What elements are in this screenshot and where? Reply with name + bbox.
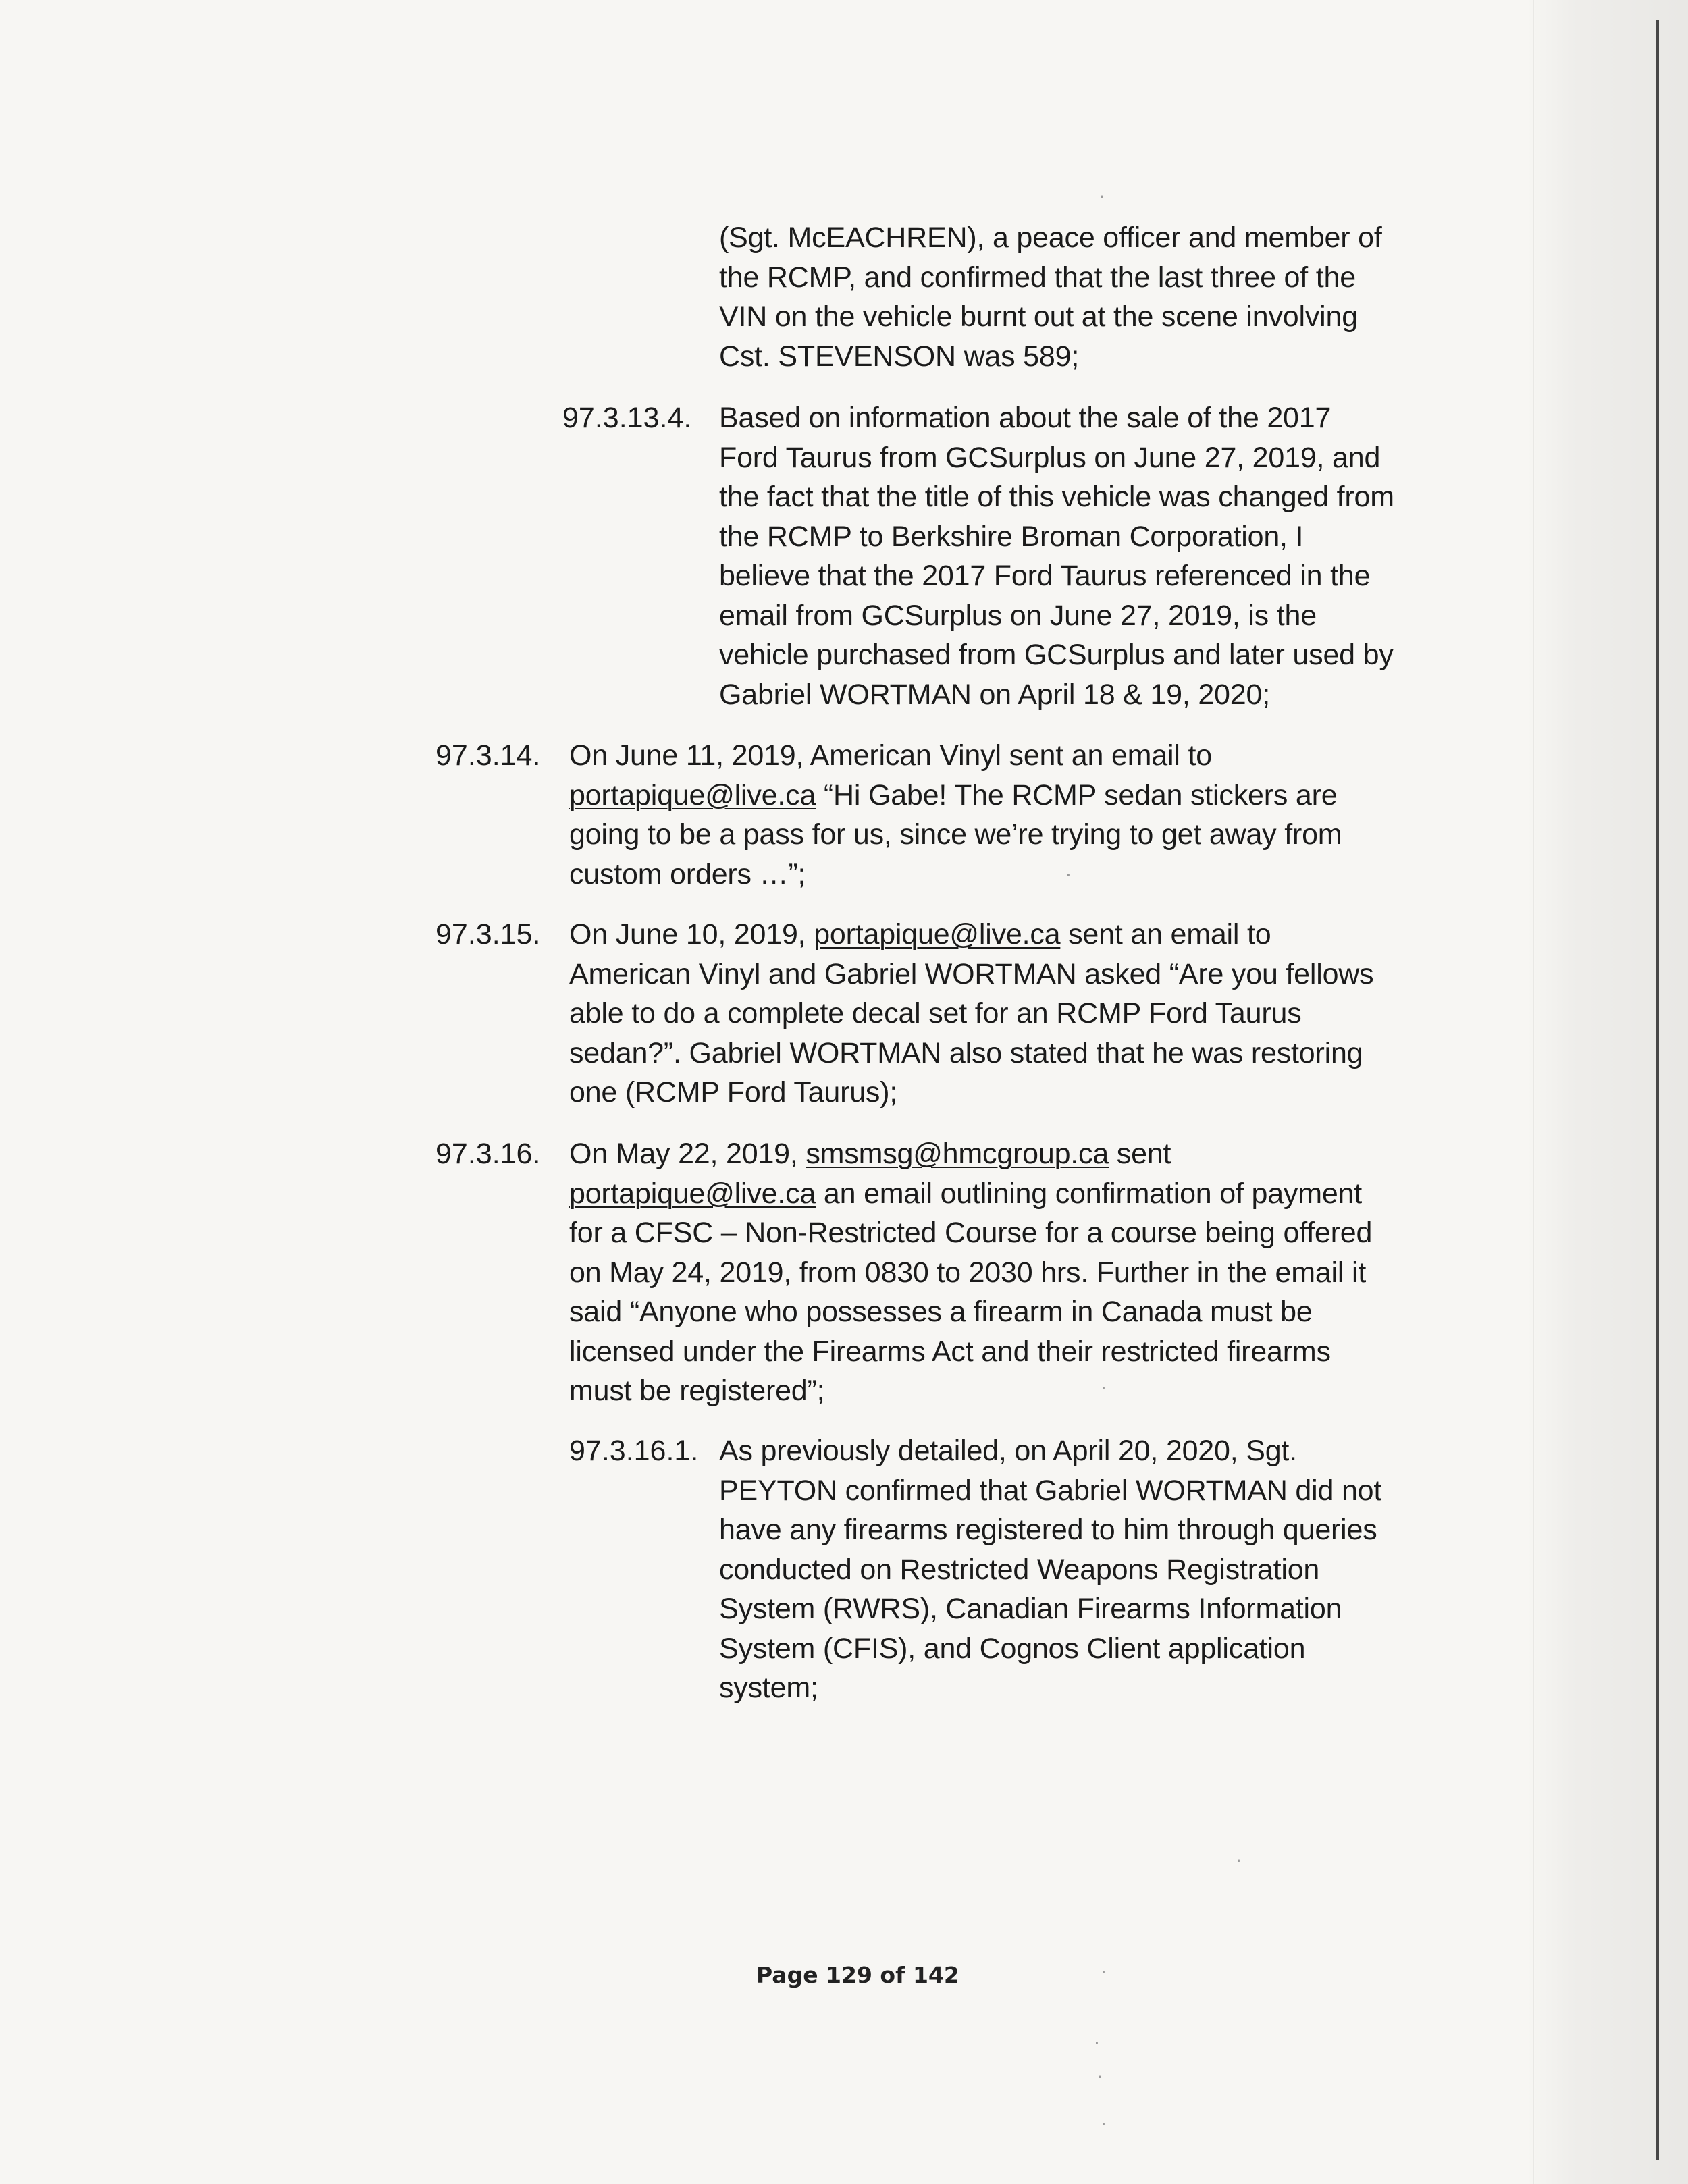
scan-artifact: · — [1097, 2066, 1103, 2088]
text-fragment: On June 10, 2019, — [569, 918, 814, 951]
text-line: sedan?”. Gabriel WORTMAN also stated that he was restoring — [569, 1036, 1363, 1069]
text-line: going to be a pass for us, since we’re trying to get away from — [569, 818, 1342, 851]
text-line: Ford Taurus from GCSurplus on June 27, 2019, and — [719, 441, 1381, 474]
text-line: Based on information about the sale of the 2017 — [719, 402, 1331, 434]
paragraph-97-3-13-4 — [719, 398, 1394, 714]
text-line: licensed under the Firearms Act and their restricted firearms — [569, 1335, 1331, 1368]
scan-edge-shadow — [1526, 0, 1688, 2184]
scan-artifact: · — [1065, 864, 1072, 886]
scan-artifact: · — [1101, 1377, 1107, 1400]
text-fragment: sent an email to — [1060, 918, 1271, 951]
text-line: conducted on Restricted Weapons Registration — [719, 1553, 1320, 1586]
text-line: the RCMP to Berkshire Broman Corporation, I — [719, 520, 1304, 553]
text-line: system; — [719, 1672, 818, 1704]
text-fragment: On May 22, 2019, — [569, 1138, 806, 1170]
paragraph-number: 97.3.13.4. — [562, 402, 692, 434]
scan-artifact: · — [1094, 2032, 1100, 2054]
paragraph-97-3-14 — [569, 736, 1342, 894]
text-line: Cst. STEVENSON was 589; — [719, 340, 1080, 373]
text-line: believe that the 2017 Ford Taurus referenced in the — [719, 560, 1371, 592]
text-line: able to do a complete decal set for an RCMP Ford Taurus — [569, 997, 1302, 1030]
text-line: Gabriel WORTMAN on April 18 & 19, 2020; — [719, 678, 1270, 711]
scan-artifact: · — [1099, 186, 1105, 208]
text-fragment: sent — [1109, 1138, 1171, 1170]
paragraph-number: 97.3.14. — [436, 739, 541, 772]
email-link[interactable]: smsmsg@hmcgroup.ca — [806, 1138, 1109, 1170]
paragraph-97-3-16 — [569, 1134, 1372, 1411]
text-line: custom orders …”; — [569, 857, 806, 890]
page-number: Page 129 of 142 — [756, 1962, 959, 1988]
text-line: System (RWRS), Canadian Firearms Information — [719, 1593, 1342, 1625]
text-line: said “Anyone who possesses a firearm in Canada must be — [569, 1296, 1313, 1328]
text-line: on May 24, 2019, from 0830 to 2030 hrs. Further in the email it — [569, 1256, 1367, 1289]
scan-artifact: · — [1236, 1850, 1242, 1872]
text-fragment: an email outlining confirmation of payment — [816, 1177, 1362, 1210]
text-line: have any firearms registered to him through queries — [719, 1514, 1377, 1546]
text-line: the fact that the title of this vehicle was changed from — [719, 481, 1394, 513]
email-link[interactable]: portapique@live.ca — [814, 918, 1061, 951]
text-line — [569, 1174, 1372, 1214]
text-line: As previously detailed, on April 20, 2020, Sgt. — [719, 1435, 1297, 1467]
text-line: System (CFIS), and Cognos Client application — [719, 1632, 1306, 1665]
text-line: the RCMP, and confirmed that the last three of the — [719, 261, 1356, 294]
scan-border-line — [1656, 20, 1659, 2160]
paragraph-97-3-15 — [569, 915, 1373, 1113]
paragraph-number: 97.3.16.1. — [569, 1435, 699, 1467]
paragraph-number: 97.3.16. — [436, 1138, 541, 1170]
scan-artifact: · — [1101, 1961, 1107, 1983]
text-line: for a CFSC – Non-Restricted Course for a course being offered — [569, 1217, 1373, 1249]
text-line — [569, 1134, 1372, 1174]
text-line: On June 11, 2019, American Vinyl sent an email to — [569, 739, 1212, 772]
email-link[interactable]: portapique@live.ca — [569, 1177, 816, 1210]
text-line: PEYTON confirmed that Gabriel WORTMAN did not — [719, 1474, 1382, 1507]
text-line — [569, 776, 1342, 816]
email-link[interactable]: portapique@live.ca — [569, 778, 816, 811]
text-line — [569, 915, 1373, 955]
paragraph-continuation — [719, 218, 1382, 376]
text-line: vehicle purchased from GCSurplus and later used by — [719, 639, 1394, 671]
paragraph-97-3-16-1 — [719, 1431, 1381, 1708]
text-line: (Sgt. McEACHREN), a peace officer and member of — [719, 221, 1382, 254]
scan-fold-line — [1533, 0, 1534, 2184]
text-line: must be registered”; — [569, 1375, 825, 1407]
paragraph-number: 97.3.15. — [436, 918, 541, 951]
text-line: American Vinyl and Gabriel WORTMAN asked “Are you fellows — [569, 957, 1374, 990]
text-line: one (RCMP Ford Taurus); — [569, 1076, 898, 1109]
text-line: email from GCSurplus on June 27, 2019, is the — [719, 599, 1317, 632]
scan-artifact: · — [1101, 2113, 1107, 2135]
text-line: VIN on the vehicle burnt out at the scene involving — [719, 300, 1358, 333]
text-fragment: “Hi Gabe! The RCMP sedan stickers are — [816, 778, 1338, 811]
